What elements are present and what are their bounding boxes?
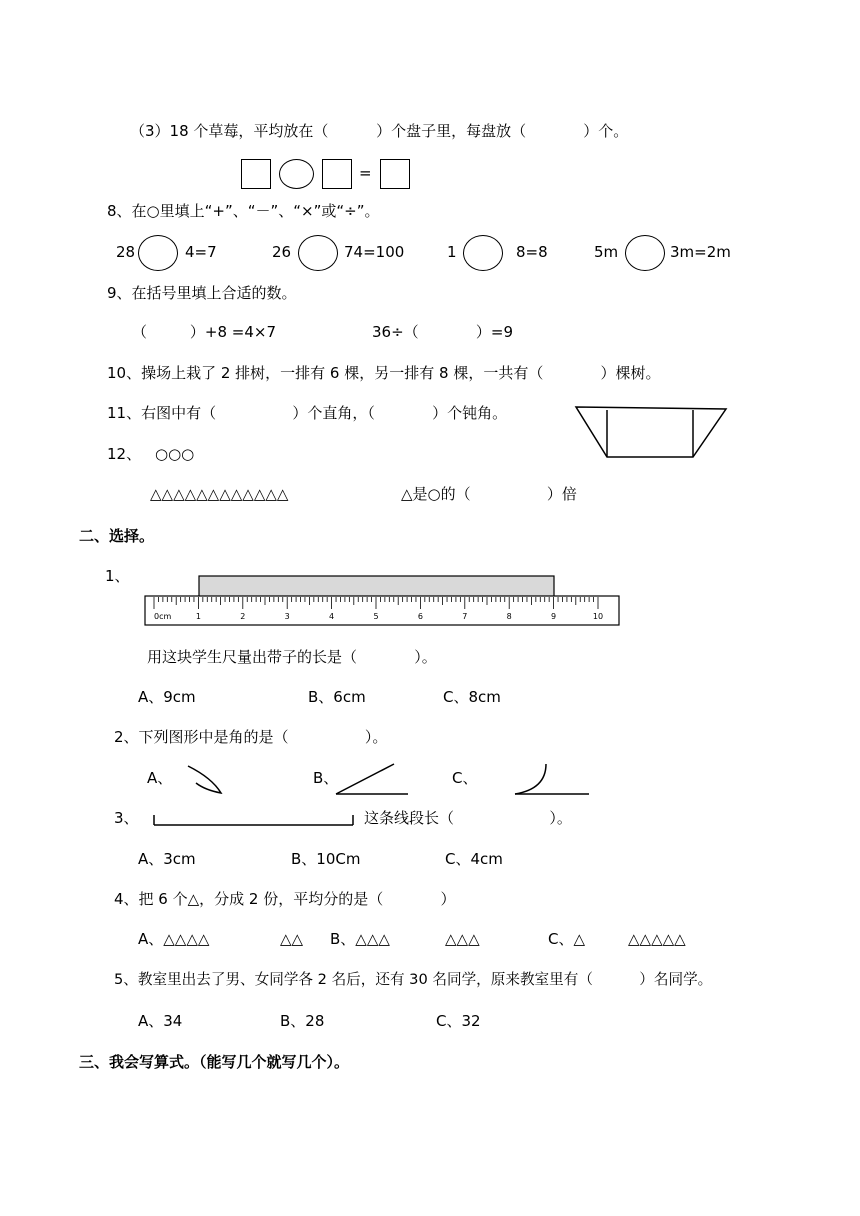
q8-item-3-right: 8=8 [516, 243, 548, 261]
question-11: 11、右图中有（ ）个直角，（ ）个钝角。 [107, 404, 508, 422]
choice-4-question: 4、把 6 个△，分成 2 份，平均分的是（ ） [114, 890, 456, 908]
q8-item-4-left: 5m [594, 243, 619, 261]
choice-3-option-a[interactable]: A、3cm [138, 850, 196, 868]
choice-3-question: 这条线段长（ ）。 [364, 809, 572, 827]
choice-2-label-b[interactable]: B、 [313, 769, 339, 787]
q8-item-1-left: 28 [116, 243, 136, 261]
choice-1-question: 用这块学生尺量出带子的长是（ ）。 [147, 648, 437, 666]
ruler-label: 9 [551, 612, 557, 621]
ruler-label: 1 [195, 612, 201, 621]
choice-1-number: 1、 [105, 567, 130, 585]
ruler-label: 10 [592, 612, 604, 621]
ruler-label: 5 [373, 612, 379, 621]
ruler-label: 6 [417, 612, 423, 621]
ruler-label: 0cm [154, 612, 172, 621]
question-10: 10、操场上栽了 2 排树，一排有 6 棵，另一排有 8 棵，一共有（ ）棵树。 [107, 364, 661, 382]
choice-3-number: 3、 [114, 809, 139, 827]
choice-5-option-c[interactable]: C、32 [436, 1012, 481, 1030]
q8-item-1-right: 4=7 [185, 243, 217, 261]
section-2-heading: 二、选择。 [79, 527, 155, 545]
choice-3-option-b[interactable]: B、10Cm [291, 850, 361, 868]
q8-item-2-right: 74=100 [344, 243, 405, 261]
q12-circles: ○○○ [155, 445, 195, 463]
choice-1-option-a[interactable]: A、9cm [138, 688, 196, 706]
choice-4-option-a[interactable]: A、△△△△ [138, 930, 210, 948]
q9-expression-b: 36÷（ ）=9 [372, 323, 513, 341]
choice-5-option-a[interactable]: A、34 [138, 1012, 183, 1030]
choice-4-option-b[interactable]: B、△△△ [330, 930, 390, 948]
q8-item-4-right: 3m=2m [670, 243, 731, 261]
ruler-label: 8 [506, 612, 512, 621]
question-7-3: （3）18 个草莓，平均放在（ ）个盘子里，每盘放（ ）个。 [130, 122, 629, 140]
q8-item-3-left: 1 [447, 243, 457, 261]
section-3-heading: 三、我会写算式。（能写几个就写几个）。 [79, 1053, 350, 1071]
choice-1-option-b[interactable]: B、6cm [308, 688, 366, 706]
choice-4-option-c-group-2: △△△△△ [628, 930, 686, 948]
choice-3-option-c[interactable]: C、4cm [445, 850, 503, 868]
choice-2-question: 2、下列图形中是角的是（ ）。 [114, 728, 388, 746]
q9-expression-a: （ ）+8 =4×7 [132, 323, 277, 341]
ruler-label: 2 [240, 612, 246, 621]
q12-question: △是○的（ ）倍 [401, 485, 577, 503]
ruler-label: 7 [462, 612, 468, 621]
question-8-title: 8、在○里填上“+”、“－”、“×”或“÷”。 [107, 202, 380, 220]
equals-sign: = [359, 164, 372, 182]
q12-triangles: △△△△△△△△△△△△ [150, 485, 289, 503]
choice-1-option-c[interactable]: C、8cm [443, 688, 501, 706]
choice-5-question: 5、教室里出去了男、女同学各 2 名后，还有 30 名同学，原来教室里有（ ）名同学。 [114, 971, 713, 988]
q8-item-2-left: 26 [272, 243, 292, 261]
choice-4-option-b-group-2: △△△ [445, 930, 480, 948]
question-12-number: 12、 [107, 445, 142, 463]
choice-5-option-b[interactable]: B、28 [280, 1012, 325, 1030]
choice-4-option-c[interactable]: C、△ [548, 930, 586, 948]
choice-2-label-c[interactable]: C、 [452, 769, 478, 787]
choice-4-option-a-group-2: △△ [280, 930, 304, 948]
question-9-title: 9、在括号里填上合适的数。 [107, 284, 297, 302]
ruler-label: 3 [284, 612, 290, 621]
ruler-label: 4 [329, 612, 335, 621]
choice-2-label-a[interactable]: A、 [147, 769, 173, 787]
